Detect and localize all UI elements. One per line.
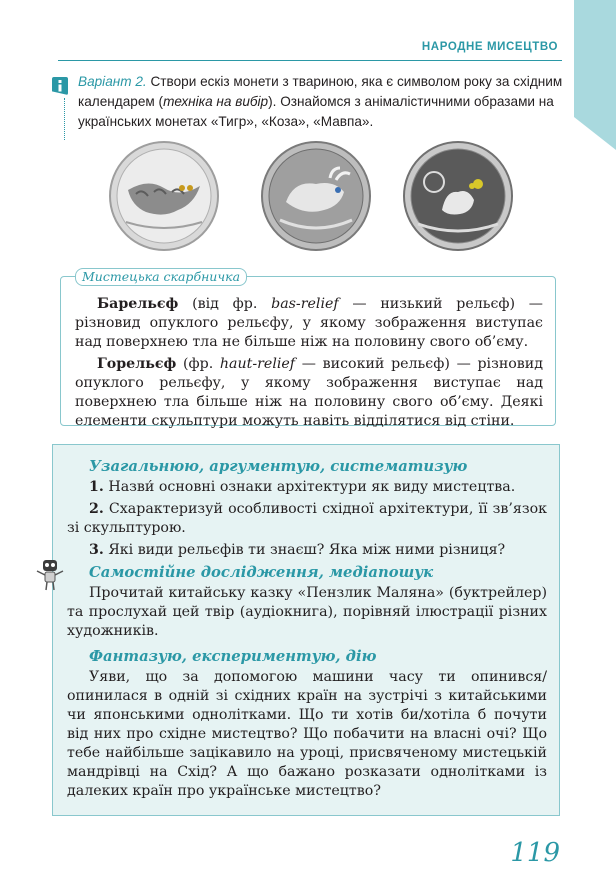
foreign-term: bas-relief xyxy=(271,296,339,312)
question-text: Назви́ основні ознаки архітектури як виду мистецтва. xyxy=(103,479,516,495)
task-text-part-2: ). Ознайомся з анімалістичними образами на українських монетах «Тигр», «Коза», «Мавпа». xyxy=(78,94,554,129)
summary-title: Узагальнюю, аргументую, систематизую xyxy=(89,458,468,475)
fantasy-title: Фантазую, експериментую, дію xyxy=(89,648,377,665)
page-header xyxy=(0,0,562,60)
term-haut-relief: Горельєф xyxy=(97,356,177,372)
info-icon xyxy=(52,77,68,95)
corner-tab xyxy=(574,0,616,150)
task-dotted-line xyxy=(64,98,66,140)
definition-text: (від фр. xyxy=(178,296,272,312)
definition-text: (фр. xyxy=(176,356,220,372)
section-title: НАРОДНЕ МИСЕЦТВО xyxy=(421,41,558,53)
research-text: Прочитай китайську казку «Пензлик Маляна» (буктрейлер) та прослухай цей твір (аудіокнига), порівняй ілюстрації різних художників. xyxy=(67,585,547,639)
robot-icon xyxy=(35,558,65,592)
question-number: 2. xyxy=(89,501,104,517)
fantasy-text: Уяви, що за допомогою машини часу ти опинився/опинилася в одній зі східних країн на зустрічі з китайськими чи японськими однолітками. Що ти хотів би/хотіла б почути від них про східне мистецтво? Що побачити на власні очі? Що тебе найбільше зацікавило на уроці, присвяченому мистецькій мандрівці на Схід? А що бажано розказати однолітками із далеких країн про українське мистецтво? xyxy=(67,669,547,799)
question-number: 3. xyxy=(89,542,104,558)
treasury-label: Мистецька скарбничка xyxy=(75,268,247,286)
coin-tiger xyxy=(108,140,220,252)
task-block xyxy=(52,72,564,132)
coins-row xyxy=(108,140,558,252)
task-text xyxy=(78,72,564,132)
question-2 xyxy=(67,500,547,538)
task-text-part-1: Створи ескіз монети з твариною, яка є символом року за східним календарем ( xyxy=(78,74,563,109)
question-text: Які види рельєфів ти знаєш? Яка між ними різниця? xyxy=(103,542,506,558)
coin-monkey-image xyxy=(402,140,514,252)
task-technique: техніка на вибір xyxy=(163,94,269,109)
question-1 xyxy=(67,478,547,497)
definition-text: — низький рельєф) — різновид опуклого рельєфу, у якому зображення виступає над поверхнею тла не більше ніж на половину свого об’єму. xyxy=(75,296,543,350)
coin-monkey xyxy=(402,140,514,252)
header-rule xyxy=(58,60,562,61)
treasury-box xyxy=(60,269,556,429)
definition-haut-relief xyxy=(75,355,543,431)
page-number: 119 xyxy=(510,838,560,868)
foreign-term: haut-relief xyxy=(219,356,296,372)
question-3 xyxy=(67,541,547,560)
definition-text: — високий рельєф) — різновид опуклого рельєфу, у якому зображення виступає над поверхнею тла більше ніж на половину свого об’єму. Деякі елементи скульптури можуть навіть відділятися від стіни. xyxy=(75,356,543,429)
coin-goat-image xyxy=(260,140,372,252)
coin-tiger-image xyxy=(108,140,220,252)
task-variant: Варіант 2. xyxy=(78,74,147,89)
coin-goat xyxy=(260,140,372,252)
question-text: Схарактеризуй особливості східної архітектури, її зв’язок зі скульптурою. xyxy=(67,501,547,536)
definition-bas-relief xyxy=(75,295,543,352)
question-number: 1. xyxy=(89,479,104,495)
research-title: Самостійне дослідження, медіапошук xyxy=(89,564,434,581)
exercises-box xyxy=(52,444,560,816)
term-bas-relief: Барельєф xyxy=(97,296,179,312)
